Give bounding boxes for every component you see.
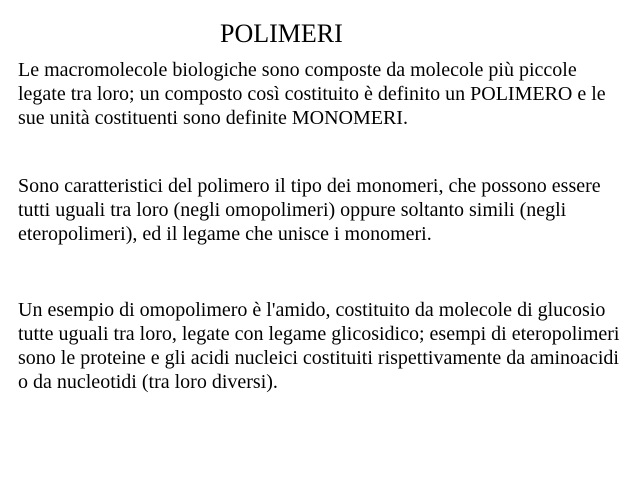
paragraph-characteristics: Sono caratteristici del polimero il tipo dei monomeri, che possono essere tutti uguali tra loro (negli omopolimeri) oppure soltanto simili (negli eteropolimeri), ed il legame che unisce i monomeri.: [18, 175, 601, 245]
paragraph-definition: Le macromolecole biologiche sono composte da molecole più piccole legate tra loro; un composto così costituito è definito un POLIMERO e le sue unità costituenti sono definite MONOMERI.: [18, 59, 606, 129]
slide-title: POLIMERI: [220, 19, 343, 48]
paragraph-examples: Un esempio di omopolimero è l'amido, costituito da molecole di glucosio tutte uguali tra loro, legate con legame glicosidico; esempi di eteropolimeri sono le proteine e gli acidi nucleici costituiti rispettivamente da aminoacidi o da nucleotidi (tra loro diversi).: [18, 299, 620, 393]
